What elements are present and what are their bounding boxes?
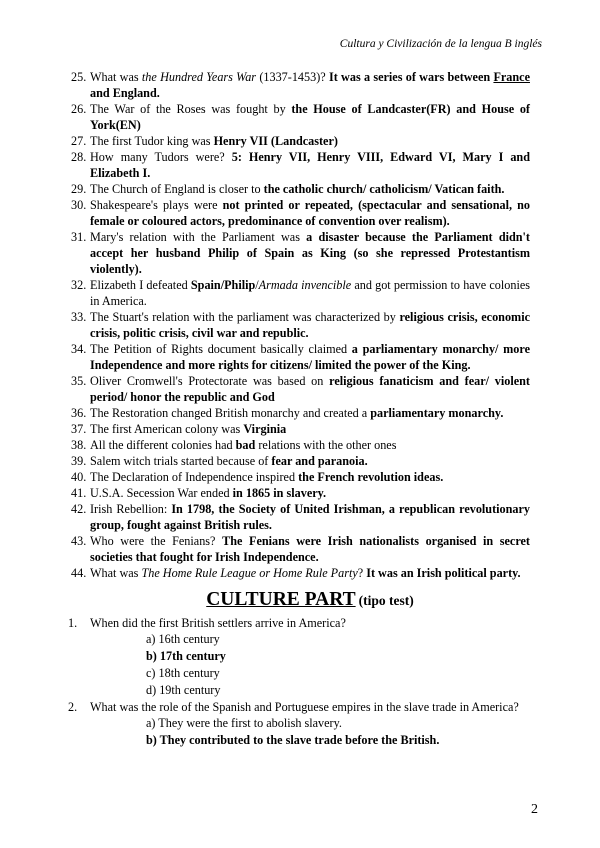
item-number: 27. — [71, 134, 87, 148]
item-text-segment: Spain/Philip — [190, 278, 256, 292]
item-text-segment: Mary's relation with the Parliament was — [90, 230, 307, 244]
item-text-segment: What was — [90, 70, 142, 84]
item-text-segment: The Petition of Rights document basically claimed — [90, 342, 352, 356]
item-text-segment: / — [255, 278, 259, 292]
list-item — [71, 469, 530, 485]
list-item — [71, 565, 530, 581]
item-text-segment: bad — [235, 438, 256, 452]
list-item — [71, 277, 530, 309]
item-text-segment: Elizabeth I defeated — [90, 278, 191, 292]
question-item — [68, 699, 530, 748]
item-text-segment: The Home Rule League or Home Rule Party — [141, 566, 358, 580]
item-number: 35. — [71, 374, 87, 388]
page-number: 2 — [531, 802, 538, 817]
item-text-segment: parliamentary monarchy. — [370, 406, 504, 420]
item-text-segment: Armada invencible — [258, 278, 352, 292]
answer-option: b) They contributed to the slave trade before the British. — [146, 733, 440, 747]
item-number: 34. — [71, 342, 87, 356]
list-item — [71, 453, 530, 469]
item-number: 32. — [71, 278, 87, 292]
answer-option: a) 16th century — [146, 632, 220, 646]
question-text: What was the role of the Spanish and Portuguese empires in the slave trade in America? — [90, 700, 519, 714]
culture-subtitle: (tipo test) — [358, 593, 414, 608]
item-text-segment: (1337-1453)? — [256, 70, 329, 84]
list-item — [71, 373, 530, 405]
item-text-segment: Irish Rebellion: — [90, 502, 172, 516]
item-text-segment: and got permission to have colonies in America. — [90, 278, 530, 308]
answer-option: b) 17th century — [146, 649, 226, 663]
item-text-segment: the House of Landcaster(FR) and House of York(EN) — [90, 102, 530, 132]
item-text-segment: fear and paranoia. — [271, 454, 368, 468]
item-number: 39. — [71, 454, 87, 468]
answer-option: c) 18th century — [146, 666, 220, 680]
item-number: 42. — [71, 502, 87, 516]
item-text-segment: relations with the other ones — [255, 438, 397, 452]
list-item — [71, 197, 530, 229]
item-text-segment: France — [493, 70, 530, 84]
item-text-segment: The Stuart's relation with the parliament was characterized by — [90, 310, 400, 324]
question-text: When did the first British settlers arrive in America? — [90, 616, 346, 630]
question-number: 1. — [68, 616, 78, 630]
item-text-segment: The Restoration changed British monarchy and created a — [90, 406, 371, 420]
item-text-segment: All the different colonies had — [90, 438, 236, 452]
item-text-segment: ? — [357, 566, 367, 580]
list-item — [71, 341, 530, 373]
item-text-segment: U.S.A. Secession War ended — [90, 486, 233, 500]
list-item — [71, 501, 530, 533]
item-text-segment: religious crisis, economic crisis, politic crisis, civil war and republic. — [90, 310, 530, 340]
item-text-segment: Virginia — [243, 422, 287, 436]
item-text-segment: In 1798, the Society of United Irishman, a republican revolutionary group, fought against British rules. — [90, 502, 530, 532]
item-number: 26. — [71, 102, 87, 116]
item-text-segment: 5: Henry VII, Henry VIII, Edward VI, Mary I and Elizabeth I. — [90, 150, 530, 180]
item-text-segment: in 1865 in slavery. — [232, 486, 327, 500]
item-text-segment: a parliamentary monarchy/ more Independence and more rights for citizens/ limited the power of the King. — [90, 342, 530, 372]
question-item — [68, 615, 530, 698]
item-text-segment: Who were the Fenians? — [90, 534, 223, 548]
item-number: 30. — [71, 198, 87, 212]
item-text-segment: the catholic church/ catholicism/ Vatican faith. — [263, 182, 505, 196]
culture-heading — [90, 589, 530, 612]
item-text-segment: the French revolution ideas. — [298, 470, 444, 484]
item-number: 25. — [71, 70, 87, 84]
question-answer-list — [71, 69, 530, 581]
answer-option: a) They were the first to abolish slavery. — [146, 716, 342, 730]
answer-options — [146, 631, 530, 698]
list-item — [71, 405, 530, 421]
item-number: 37. — [71, 422, 87, 436]
item-text-segment: How many Tudors were? — [90, 150, 232, 164]
item-number: 40. — [71, 470, 87, 484]
answer-option: d) 19th century — [146, 683, 221, 697]
item-number: 36. — [71, 406, 87, 420]
item-text-segment: religious fanaticism and fear/ violent period/ honor the republic and God — [90, 374, 530, 404]
item-text-segment: Oliver Cromwell's Protectorate was based on — [90, 374, 330, 388]
item-number: 33. — [71, 310, 87, 324]
item-text-segment: The first Tudor king was — [90, 134, 214, 148]
item-text-segment: and England. — [90, 86, 160, 100]
item-text-segment: It was a series of wars between — [328, 70, 494, 84]
item-text-segment: The first American colony was — [90, 422, 244, 436]
list-item — [71, 533, 530, 565]
list-item — [71, 133, 530, 149]
item-text-segment: Shakespeare's plays were — [90, 198, 223, 212]
item-number: 28. — [71, 150, 87, 164]
list-item — [71, 485, 530, 501]
list-item — [71, 69, 530, 101]
multiple-choice-list — [68, 615, 530, 748]
item-text-segment: The Declaration of Independence inspired — [90, 470, 299, 484]
item-text-segment: The Fenians were Irish nationalists organised in secret societies that fought for Irish Independence. — [90, 534, 530, 564]
item-text-segment: a disaster because the Parliament didn't accept her husband Philip of Spain as King (so she repressed Protestantism violently). — [90, 230, 530, 276]
list-item — [71, 421, 530, 437]
item-text-segment: It was an Irish political party. — [366, 566, 521, 580]
item-text-segment: The Church of England is closer to — [90, 182, 264, 196]
item-text-segment: Henry VII (Landcaster) — [213, 134, 338, 148]
item-number: 29. — [71, 182, 87, 196]
list-item — [71, 181, 530, 197]
item-text-segment: not printed or repeated, (spectacular and sensational, no female or coloured actors, predominance of convention over realism). — [90, 198, 530, 228]
question-number: 2. — [68, 700, 78, 714]
item-text-segment: the Hundred Years War — [141, 70, 257, 84]
answer-options — [146, 715, 530, 748]
list-item — [71, 229, 530, 277]
item-number: 43. — [71, 534, 87, 548]
list-item — [71, 101, 530, 133]
item-text-segment: What was — [90, 566, 142, 580]
item-number: 41. — [71, 486, 87, 500]
list-item — [71, 149, 530, 181]
running-header: Cultura y Civilización de la lengua B inglés — [339, 38, 542, 50]
item-number: 38. — [71, 438, 87, 452]
item-number: 31. — [71, 230, 87, 244]
item-number: 44. — [71, 566, 87, 580]
document-body — [68, 69, 530, 749]
list-item — [71, 309, 530, 341]
item-text-segment: The War of the Roses was fought by — [90, 102, 292, 116]
item-text-segment: Salem witch trials started because of — [90, 454, 272, 468]
culture-title: CULTURE PART — [206, 589, 356, 610]
list-item — [71, 437, 530, 453]
